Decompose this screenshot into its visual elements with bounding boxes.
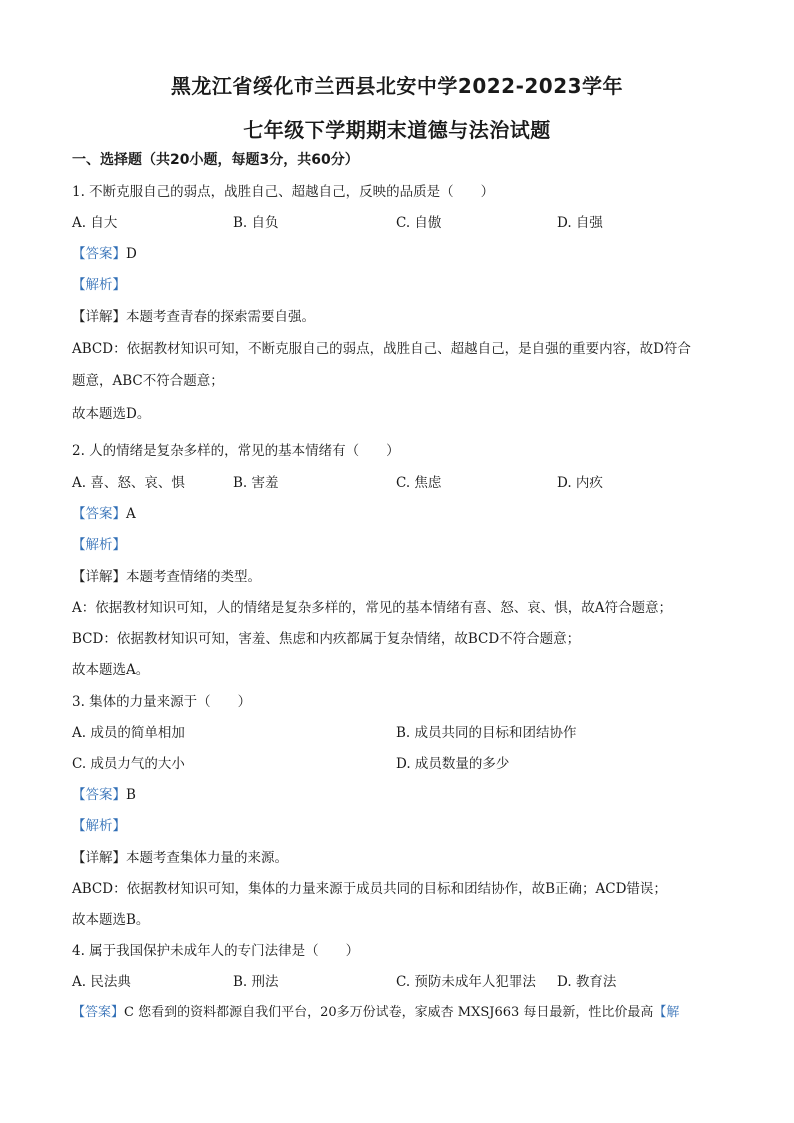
question-1-option-d: D. 自强 bbox=[557, 215, 603, 231]
question-4-option-b: B. 刑法 bbox=[233, 974, 279, 990]
document-title-line-1: 黑龙江省绥化市兰西县北安中学2022-2023学年 bbox=[170, 74, 624, 98]
analysis-tag-truncated: 【解 bbox=[653, 1005, 680, 1020]
question-1-detail bbox=[72, 308, 315, 326]
answer-value: D bbox=[126, 246, 137, 262]
answer-tag: 【答案】 bbox=[72, 787, 126, 803]
answer-value: A bbox=[126, 506, 136, 522]
section-heading: 一、选择题（共20小题，每题3分，共60分） bbox=[72, 152, 359, 168]
question-3-analysis-tag: 【解析】 bbox=[72, 818, 126, 834]
question-1-analysis-tag: 【解析】 bbox=[72, 277, 126, 293]
detail-text: 本题考查集体力量的来源。 bbox=[126, 850, 288, 866]
question-3-answer bbox=[72, 786, 136, 804]
question-2-answer bbox=[72, 505, 136, 523]
detail-tag: 【详解】 bbox=[72, 309, 126, 325]
question-3-stem: 3. 集体的力量来源于（ ） bbox=[72, 694, 252, 710]
question-2-option-c: C. 焦虑 bbox=[396, 475, 442, 491]
question-1-conclusion: 故本题选D。 bbox=[72, 406, 151, 422]
question-3-option-b: B. 成员共同的目标和团结协作 bbox=[396, 725, 577, 741]
question-4-answer bbox=[72, 1004, 679, 1022]
question-3-detail bbox=[72, 849, 288, 867]
detail-tag: 【详解】 bbox=[72, 569, 126, 585]
question-2-explanation-line-1: A：依据教材知识可知，人的情绪是复杂多样的，常见的基本情绪有喜、怒、哀、惧，故A符合题意； bbox=[72, 600, 672, 616]
question-1-explanation-line-1: ABCD：依据教材知识可知，不断克服自己的弱点，战胜自己、超越自己，是自强的重要内容，故D符合 bbox=[72, 341, 691, 357]
question-4-option-a: A. 民法典 bbox=[72, 974, 131, 990]
question-3-option-c: C. 成员力气的大小 bbox=[72, 756, 185, 772]
detail-text: 本题考查情绪的类型。 bbox=[126, 569, 261, 585]
answer-value: B bbox=[126, 787, 136, 803]
detail-text: 本题考查青春的探索需要自强。 bbox=[126, 309, 315, 325]
question-1-option-a: A. 自大 bbox=[72, 215, 118, 231]
question-2-analysis-tag: 【解析】 bbox=[72, 537, 126, 553]
question-2-detail bbox=[72, 568, 261, 586]
question-4-stem: 4. 属于我国保护未成年人的专门法律是（ ） bbox=[72, 943, 360, 959]
question-4-option-d: D. 教育法 bbox=[557, 974, 617, 990]
question-3-option-a: A. 成员的简单相加 bbox=[72, 725, 185, 741]
question-2-stem: 2. 人的情绪是复杂多样的，常见的基本情绪有（ ） bbox=[72, 443, 400, 459]
answer-tag: 【答案】 bbox=[72, 506, 126, 522]
question-4-option-c: C. 预防未成年人犯罪法 bbox=[396, 974, 536, 990]
document-title-line-2: 七年级下学期期末道德与法治试题 bbox=[243, 118, 551, 142]
detail-tag: 【详解】 bbox=[72, 850, 126, 866]
question-2-option-b: B. 害羞 bbox=[233, 475, 279, 491]
question-2-option-a: A. 喜、怒、哀、惧 bbox=[72, 475, 185, 491]
question-1-answer bbox=[72, 245, 137, 263]
answer-tag: 【答案】 bbox=[72, 246, 126, 262]
question-3-conclusion: 故本题选B。 bbox=[72, 912, 150, 928]
question-2-explanation-line-2: BCD：依据教材知识可知，害羞、焦虑和内疚都属于复杂情绪，故BCD不符合题意； bbox=[72, 631, 581, 647]
answer-tag: 【答案】 bbox=[72, 1005, 125, 1020]
answer-value: C 您看到的资料都源自我们平台，20多万份试卷，家威杏 MXSJ663 每日最新，性比价最高 bbox=[124, 1005, 654, 1020]
question-3-explanation-line-1: ABCD：依据教材知识可知，集体的力量来源于成员共同的目标和团结协作，故B正确；ACD错误； bbox=[72, 881, 667, 897]
question-1-explanation-line-2: 题意，ABC不符合题意； bbox=[72, 373, 224, 389]
question-1-option-c: C. 自傲 bbox=[396, 215, 442, 231]
question-2-option-d: D. 内疚 bbox=[557, 475, 603, 491]
question-2-conclusion: 故本题选A。 bbox=[72, 662, 150, 678]
question-1-option-b: B. 自负 bbox=[233, 215, 279, 231]
question-3-option-d: D. 成员数量的多少 bbox=[396, 756, 510, 772]
question-1-stem: 1. 不断克服自己的弱点，战胜自己、超越自己，反映的品质是（ ） bbox=[72, 184, 495, 200]
